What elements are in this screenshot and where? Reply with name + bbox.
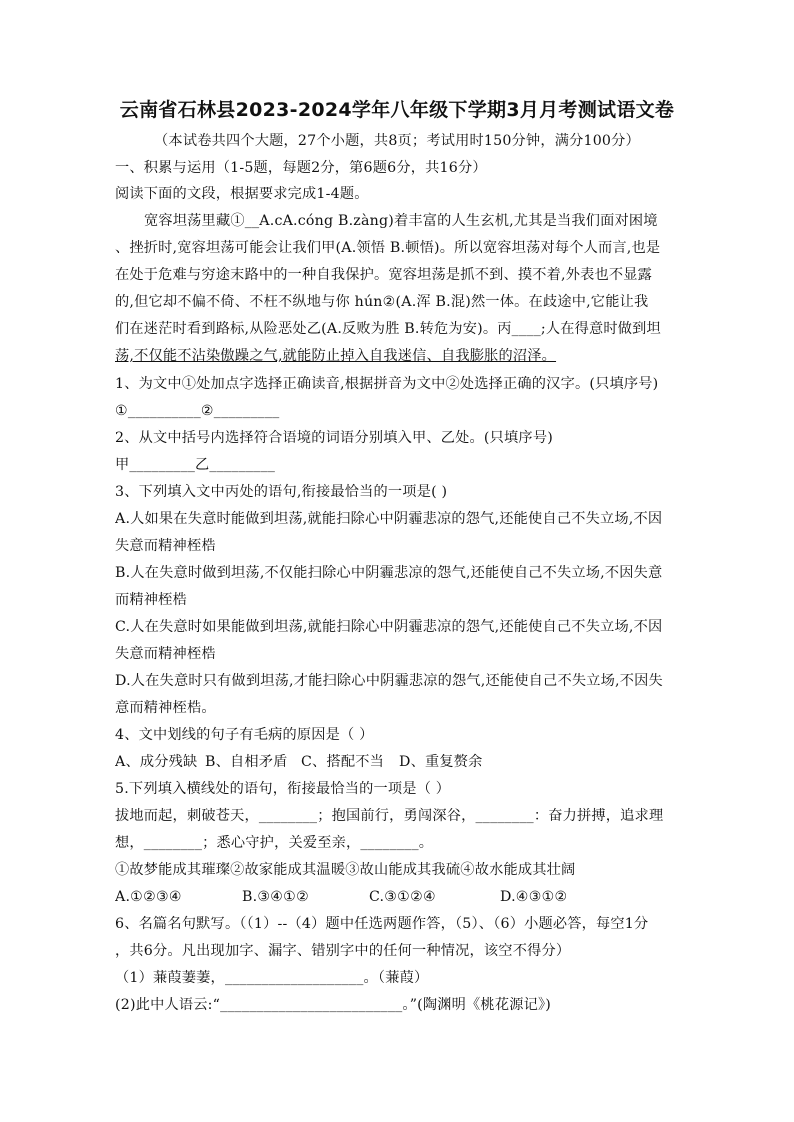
passage-line: 们在迷茫时看到路标,从险恶处乙(A.反败为胜 B.转危为安)。丙____;人在得意时做到坦: [115, 321, 661, 337]
question-3-option: B.人在失意时做到坦荡,不仅能扫除心中阴霾悲凉的怨气,还能使自己不失立场,不因失意: [115, 565, 663, 581]
question-4-option: A、成分残缺: [115, 754, 198, 770]
question-4-option: D、重复赘余: [399, 754, 483, 770]
section-heading: 一、积累与运用（1-5题，每题2分，第6题6分，共16分）: [115, 160, 487, 176]
question-3-option: D.人在失意时只有做到坦荡,才能扫除心中阴霾悲凉的怨气,还能使自己不失立场,不因失: [115, 673, 663, 689]
question-3-option: A.人如果在失意时能做到坦荡,就能扫除心中阴霾悲凉的怨气,还能使自己不失立场,不因: [115, 511, 663, 527]
question-5-option: B.③④①②: [242, 889, 310, 905]
question-3-stem: 3、下列填入文中丙处的语句,衔接最恰当的一项是( ): [115, 484, 448, 500]
question-3-option: 失意而精神桎梏: [115, 646, 216, 662]
question-4-option: C、搭配不当: [301, 754, 384, 770]
question-1-blanks: ①__________②_________: [115, 403, 280, 419]
question-6-stem: ，共6分。凡出现加字、漏字、错别字中的任何一种情况，该空不得分）: [115, 943, 571, 959]
question-4-stem: 4、文中划线的句子有毛病的原因是（ ）: [115, 727, 374, 743]
question-3-option: 意而精神桎梏。: [115, 700, 216, 716]
question-2-blanks: 甲_________乙_________: [115, 457, 276, 473]
question-2-stem: 2、从文中括号内选择符合语境的词语分别填入甲、乙处。(只填序号): [115, 430, 553, 446]
question-3-option: C.人在失意时如果能做到坦荡,就能扫除心中阴霾悲凉的怨气,还能使自己不失立场,不因: [115, 619, 663, 635]
exam-title: 云南省石林县2023-2024学年八年级下学期3月月考测试语文卷: [119, 99, 675, 121]
question-5-options: [115, 887, 685, 907]
question-5-option: C.③①②④: [369, 889, 436, 905]
passage-line: 宽容坦荡里藏①__A.cA.cóng B.zàng)着丰富的人生玄机,尤其是当我们面对困境: [144, 213, 658, 229]
passage-line: 的,但它却不偏不倚、不枉不纵地与你 hún②(A.浑 B.混)然一体。在歧途中,它能让我: [115, 294, 649, 310]
question-5-option: A.①②③④: [115, 889, 182, 905]
question-5-option: D.④③①②: [500, 889, 568, 905]
question-4-options: [115, 752, 685, 772]
question-5-line: 想，________；悉心守护，关爱至亲，________。: [115, 835, 434, 851]
question-6-item: (2)此中人语云:“_________________________。”(陶渊明《桃花源记》): [115, 997, 552, 1013]
exam-subtitle: （本试卷共四个大题，27个小题，共8页；考试用时150分钟，满分100分）: [154, 133, 640, 149]
passage-line-underlined: 荡,不仅能不沾染傲躁之气,就能防止掉入自我迷信、自我膨胀的沼泽。: [115, 348, 557, 364]
question-5-line: 拔地而起，刺破苍天，________；抱国前行，勇闯深谷，________：奋力拼搏，追求理: [115, 808, 664, 824]
reading-intro: 阅读下面的文段，根据要求完成1-4题。: [115, 186, 369, 202]
question-5-stem: 5.下列填入横线处的语句，衔接最恰当的一项是（ ）: [115, 781, 451, 797]
question-3-option: 而精神桎梏: [115, 592, 187, 608]
question-6-stem: 6、名篇名句默写。（（1）--（4）题中任选两题作答，（5）、（6）小题必答，每空1分: [115, 916, 649, 932]
question-1-stem: 1、为文中①处加点字选择正确读音,根据拼音为文中②处选择正确的汉字。(只填序号): [115, 376, 659, 392]
question-6-item: （1）蒹葭萋萋，___________________。（蒹葭）: [115, 970, 429, 986]
question-5-items: ①故梦能成其璀璨②故家能成其温暖③故山能成其我硫④故水能成其壮阔: [115, 862, 576, 878]
passage-line: 在处于危难与穷途末路中的一种自我保护。宽容坦荡是抓不到、摸不着,外表也不显露: [115, 267, 653, 283]
passage-line: 、挫折时,宽容坦荡可能会让我们甲(A.领悟 B.顿悟)。所以宽容坦荡对每个人而言,也是: [115, 240, 661, 256]
question-4-option: B、自相矛盾: [205, 754, 288, 770]
question-3-option: 失意而精神桎梏: [115, 538, 216, 554]
